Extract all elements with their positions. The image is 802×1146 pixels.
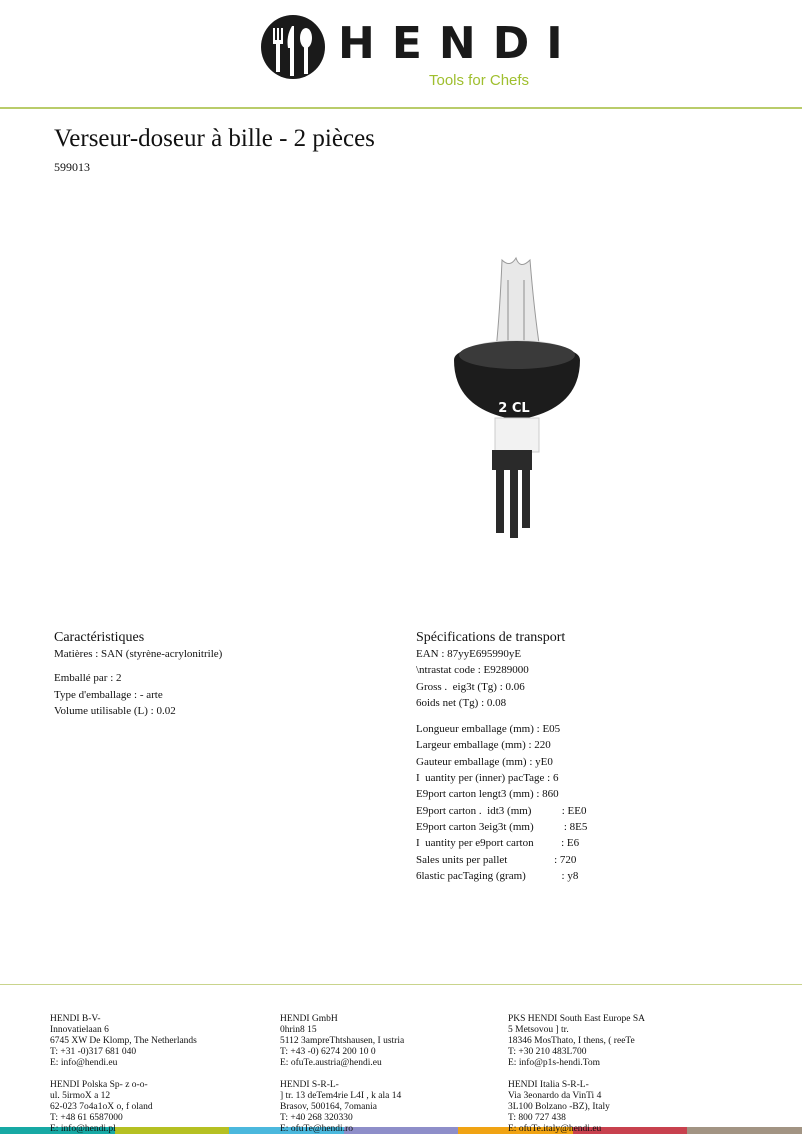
office-line: ] tr. 13 deTem4rie L4I , k ala 14: [280, 1091, 402, 1101]
brand-tagline: Tools for Chefs: [429, 72, 530, 89]
spec-line: I uantity per e9port carton : E6: [416, 837, 580, 850]
office-name: HENDI Polska Sp- z o-o-: [50, 1080, 148, 1090]
spec-line: E9port carton lengt3 (mm) : 860: [416, 788, 559, 801]
product-sku: 599013: [54, 160, 90, 174]
office-line: 62-023 7o4a1oX o, f oland: [50, 1102, 153, 1112]
footer-divider: [0, 984, 802, 985]
spec-line: 6oids net (Tg) : 0.08: [416, 696, 507, 709]
office-name: HENDI S-R-L-: [280, 1080, 339, 1090]
color-bar-segment: [687, 1127, 802, 1134]
office-line: Brasov, 500164, 7omania: [280, 1102, 378, 1112]
header-divider: [0, 107, 802, 109]
office-address: [508, 1058, 610, 1146]
office-name: HENDI B-V-: [50, 1014, 101, 1024]
office-email: E: info@hendi.eu: [50, 1058, 118, 1068]
spec-line: EAN : 87yyE695990yE: [416, 648, 522, 660]
office-email: E: ofuTe.italy@hendi.eu: [508, 1124, 602, 1134]
spec-line: Volume utilisable (L) : 0.02: [54, 704, 176, 717]
office-line: 0hrin8 15: [280, 1025, 317, 1035]
office-phone: T: 800 727 438: [508, 1113, 566, 1123]
office-phone: T: +31 -0)317 681 040: [50, 1047, 137, 1057]
cutlery-logo-icon: [260, 14, 326, 80]
office-email: E: info@p1s-hendi.Tom: [508, 1058, 600, 1068]
transport-heading: Spécifications de transport: [416, 630, 566, 645]
spec-line: I uantity per (inner) pacTage : 6: [416, 772, 559, 785]
spec-line: Largeur emballage (mm) : 220: [416, 739, 551, 752]
office-address: [280, 1058, 401, 1146]
office-line: 18346 MosThato, I thens, ( reeTe: [508, 1036, 635, 1046]
office-email: E: info@hendi.pl: [50, 1124, 116, 1134]
office-line: 5112 3ampreThtshausen, I ustria: [280, 1036, 405, 1046]
office-phone: T: +30 210 483L700: [508, 1047, 587, 1057]
office-line: ul. 5irmoX a 12: [50, 1091, 111, 1101]
transport-section: [416, 630, 587, 884]
spec-line: E9port carton . idt3 (mm) : EE0: [416, 804, 587, 817]
spec-line: Gauteur emballage (mm) : yE0: [416, 755, 553, 768]
office-email: E: ofuTe.austria@hendi.eu: [280, 1058, 382, 1068]
spec-line: Sales units per pallet : 720: [416, 853, 577, 866]
office-name: HENDI Italia S-R-L-: [508, 1080, 589, 1090]
office-phone: T: +40 268 320330: [280, 1113, 353, 1123]
spec-spacer: [54, 662, 222, 670]
spec-line: Longueur emballage (mm) : E05: [416, 723, 561, 736]
brand-logo-text: HENDI: [338, 18, 580, 69]
office-email: E: ofuTe@hendi.ro: [280, 1124, 353, 1134]
spec-line: Gross . eig3t (Tg) : 0.06: [416, 680, 525, 693]
office-name: HENDI GmbH: [280, 1014, 338, 1024]
spec-line: Type d'emballage : - arte: [54, 688, 163, 701]
characteristics-section: [54, 630, 222, 719]
office-line: Via 3eonardo da VinTi 4: [508, 1091, 602, 1101]
office-address: [50, 1058, 153, 1146]
office-phone: T: +48 61 6587000: [50, 1113, 123, 1123]
office-name: PKS HENDI South East Europe SA: [508, 1014, 645, 1024]
spec-line: Emballé par : 2: [54, 672, 122, 685]
office-line: 3L100 Bolzano -BZ), Italy: [508, 1102, 610, 1112]
office-line: 6745 XW De Klomp, The Netherlands: [50, 1036, 197, 1046]
product-image-label: 2 CL: [498, 401, 530, 416]
characteristics-heading: Caractéristiques: [54, 630, 145, 645]
product-image: [440, 250, 600, 550]
product-title: Verseur-doseur à bille - 2 pièces: [54, 125, 375, 152]
office-line: 5 Metsovou ] tr.: [508, 1025, 569, 1035]
office-phone: T: +43 -0) 6274 200 10 0: [280, 1047, 376, 1057]
spec-spacer: [416, 711, 587, 721]
spec-line: Matières : SAN (styrène-acrylonitrile): [54, 648, 223, 660]
spec-line: 6lastic pacTaging (gram) : y8: [416, 869, 579, 882]
spec-line: E9port carton 3eig3t (mm) : 8E5: [416, 820, 588, 833]
spec-line: \ntrastat code : E9289000: [416, 664, 529, 677]
office-line: Innovatielaan 6: [50, 1025, 109, 1035]
